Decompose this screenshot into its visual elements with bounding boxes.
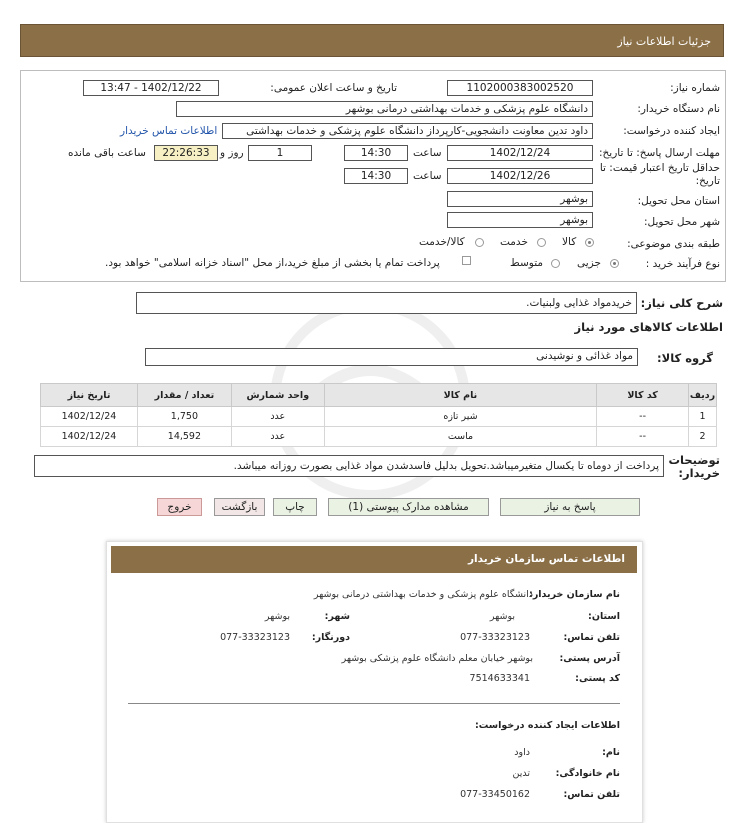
creator-name: داود [514,747,530,758]
validity-label: حداقل تاریخ اعتبار قیمت: تا تاریخ: [599,162,720,187]
contact-address: بوشهر خیابان معلم دانشگاه علوم پزشکی بوشهر [341,653,533,664]
contact-fax: 077-33323123 [220,632,290,643]
cell-name: ماست [324,427,596,447]
city-label: شهر محل تحویل: [644,216,720,228]
print-button[interactable]: چاپ [273,498,317,516]
validity-date-field[interactable]: 1402/12/26 [447,168,593,184]
cell-qty: 1,750 [137,407,231,427]
contact-province: بوشهر [489,611,515,622]
creator-phone: 077-33450162 [460,789,530,800]
creator-name-label: نام: [602,747,620,758]
col-row: ردیف [689,384,717,407]
col-date: تاریخ نیاز [41,384,138,407]
category-service-radio[interactable] [537,238,546,247]
contact-fax-label: دورنگار: [311,632,350,643]
category-both-label: کالا/خدمت [419,236,465,248]
buyer-contact-link[interactable]: اطلاعات تماس خریدار [120,125,218,137]
col-code: کد کالا [597,384,689,407]
buyer-org-field[interactable]: دانشگاه علوم پزشکی و خدمات بهداشتی درمانی بوشهر [176,101,593,117]
contact-address-label: آدرس پستی: [559,653,620,664]
cell-qty: 14,592 [137,427,231,447]
deadline-date-field[interactable]: 1402/12/24 [447,145,593,161]
process-label: نوع فرآیند خرید : [645,258,720,270]
creator-family-label: نام خانوادگی: [555,768,620,779]
process-medium-label: متوسط [510,257,543,269]
remaining-time-field: 22:26:33 [154,145,218,161]
contact-card-title: اطلاعات تماس سازمان خریدار [111,546,637,573]
contact-city: بوشهر [264,611,290,622]
validity-time-field[interactable]: 14:30 [344,168,408,184]
buyer-org-label: نام دستگاه خریدار: [637,103,720,115]
summary-label: شرح کلی نیاز: [640,296,723,310]
goods-table [40,383,717,447]
deadline-label: مهلت ارسال پاسخ: تا تاریخ: [598,147,720,159]
province-label: استان محل تحویل: [637,195,720,207]
contact-org: دانشگاه علوم پزشکی و خدمات بهداشتی درمانی بوشهر [313,589,533,600]
announce-date-label: تاریخ و ساعت اعلان عمومی: [270,82,397,94]
process-medium-radio[interactable] [551,259,560,268]
contact-postal: 7514633341 [469,673,530,684]
creator-info-title: اطلاعات ایجاد کننده درخواست: [474,720,620,731]
cell-date: 1402/12/24 [41,427,138,447]
goods-group-label: گروه کالا: [657,351,713,365]
contact-card [106,541,643,823]
contact-province-label: استان: [588,611,620,622]
goods-info-title: اطلاعات کالاهای مورد نیاز [574,320,723,334]
need-number-field[interactable]: 1102000383002520 [447,80,593,96]
remaining-label: ساعت باقی مانده [68,147,146,159]
creator-family: تدین [512,768,530,779]
col-qty: تعداد / مقدار [137,384,231,407]
category-service-label: خدمت [500,236,528,248]
cell-unit: عدد [231,407,324,427]
contact-phone-label: تلفن تماس: [563,632,620,643]
cell-code: -- [597,427,689,447]
process-partial-radio[interactable] [610,259,619,268]
days-field[interactable]: 1 [248,145,312,161]
cell-date: 1402/12/24 [41,407,138,427]
contact-phone: 077-33323123 [460,632,530,643]
treasury-payment-checkbox[interactable] [462,256,471,265]
goods-group-field[interactable]: مواد غذائی و نوشیدنی [145,348,638,366]
category-both-radio[interactable] [475,238,484,247]
category-label: طبقه بندی موضوعی: [627,238,720,250]
col-name: نام کالا [324,384,596,407]
category-goods-label: کالا [562,236,577,248]
process-partial-label: جزیی [577,257,601,269]
category-goods-radio[interactable] [585,238,594,247]
exit-button[interactable]: خروج [157,498,202,516]
need-number-label: شماره نیاز: [670,82,720,94]
view-attachments-button[interactable]: مشاهده مدارک پیوستی (1) [328,498,489,516]
col-unit: واحد شمارش [231,384,324,407]
contact-city-label: شهر: [324,611,350,622]
contact-org-label: نام سازمان خریدار: [529,589,620,600]
reply-button[interactable]: پاسخ به نیاز [500,498,640,516]
province-field[interactable]: بوشهر [447,191,593,207]
city-field[interactable]: بوشهر [447,212,593,228]
page-title: جزئیات اطلاعات نیاز [617,35,711,48]
cell-code: -- [597,407,689,427]
days-label: روز و [220,147,244,159]
cell-name: شیر تازه [324,407,596,427]
contact-postal-label: کد پستی: [575,673,620,684]
cell-row: 2 [689,427,717,447]
back-button[interactable]: بازگشت [214,498,265,516]
cell-row: 1 [689,407,717,427]
treasury-payment-note: پرداخت تمام یا بخشی از مبلغ خرید،از محل "اسناد خزانه اسلامی" خواهد بود. [105,257,440,269]
contact-divider [128,703,620,704]
validity-time-label: ساعت [413,170,442,182]
table-row[interactable] [41,407,717,427]
creator-label: ایجاد کننده درخواست: [623,125,720,137]
notes-field[interactable]: پرداخت از دوماه تا یکسال متغیرمیباشد.تحویل بدلیل فاسدشدن مواد غذایی بصورت روزانه میباشد. [34,455,664,477]
deadline-time-label: ساعت [413,147,442,159]
table-row[interactable] [41,427,717,447]
goods-table-header [41,384,717,407]
deadline-time-field[interactable]: 14:30 [344,145,408,161]
creator-field[interactable]: داود تدین معاونت دانشجویی-کارپرداز دانشگاه علوم پزشکی و خدمات بهداشتی [222,123,593,139]
cell-unit: عدد [231,427,324,447]
page-header [20,24,724,57]
creator-phone-label: تلفن تماس: [563,789,620,800]
summary-field[interactable]: خریدمواد غذایی ولبنیات. [136,292,637,314]
notes-label: توضیحات خریدار: [668,453,720,480]
announce-date-field[interactable]: 1402/12/22 - 13:47 [83,80,219,96]
